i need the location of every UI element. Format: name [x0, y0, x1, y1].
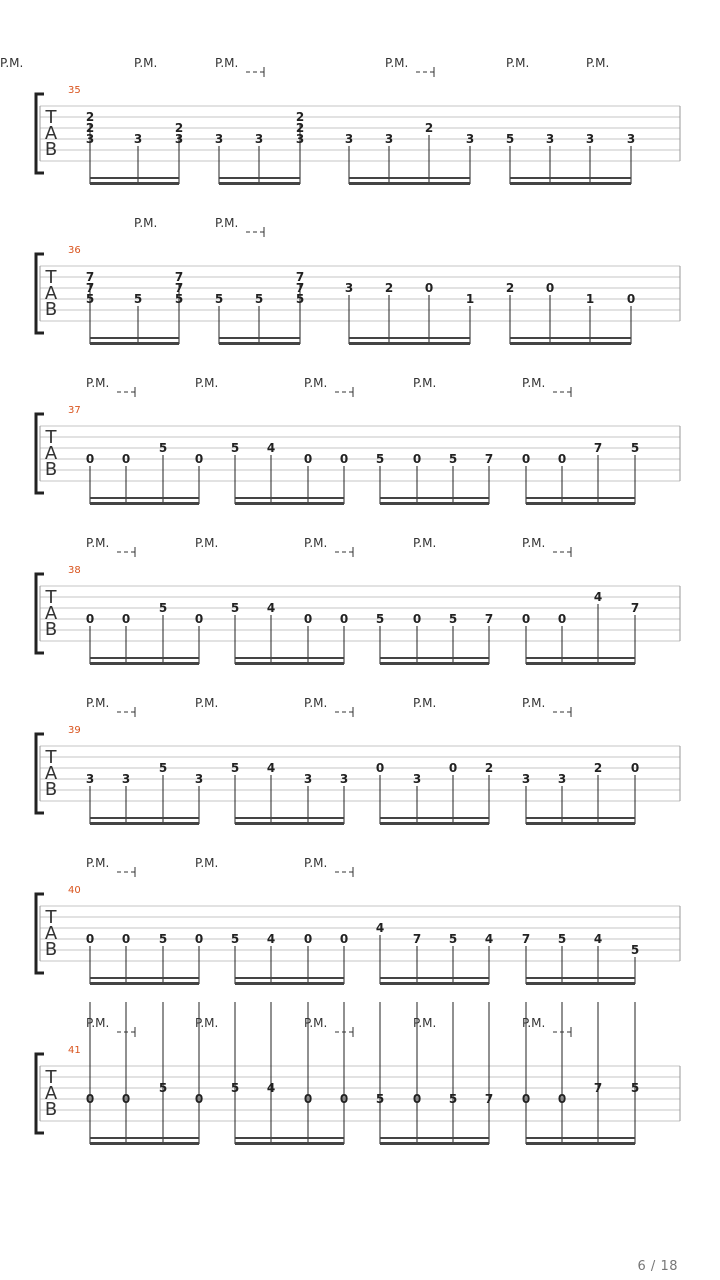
measure-number: 37	[68, 405, 81, 416]
measure-number: 40	[68, 885, 81, 896]
fret-number: 2	[85, 121, 95, 135]
fret-number: 4	[266, 1081, 276, 1095]
beam	[235, 662, 344, 665]
palm-mute-label: P.M.	[304, 696, 328, 710]
fret-number: 5	[375, 452, 385, 466]
beam	[235, 977, 344, 979]
fret-number: 4	[593, 932, 603, 946]
fret-number: 5	[630, 441, 640, 455]
tab-clef-letter: A	[44, 923, 58, 944]
tab-clef-letter: A	[44, 123, 58, 144]
beam	[380, 1137, 489, 1139]
beam	[90, 657, 199, 659]
beam	[526, 657, 635, 659]
fret-number: 3	[557, 772, 567, 786]
palm-mute-label: P.M.	[506, 56, 530, 70]
beam	[380, 657, 489, 659]
fret-number: 5	[230, 761, 240, 775]
tab-clef-letter: A	[44, 603, 58, 624]
fret-number: 0	[412, 1092, 422, 1106]
fret-number: 0	[630, 761, 640, 775]
fret-number: 3	[85, 132, 95, 146]
beam	[235, 1137, 344, 1139]
beam	[90, 337, 179, 339]
fret-number: 7	[174, 270, 184, 284]
fret-number: 0	[303, 452, 313, 466]
beam	[510, 337, 631, 339]
beam	[380, 497, 489, 499]
fret-number: 0	[626, 292, 636, 306]
beam	[349, 182, 470, 185]
fret-number: 5	[174, 292, 184, 306]
fret-number: 5	[230, 1081, 240, 1095]
tab-clef-letter: B	[44, 619, 58, 640]
fret-number: 5	[158, 761, 168, 775]
tab-clef-letter: B	[44, 939, 58, 960]
palm-mute-label: P.M.	[413, 536, 437, 550]
beam	[349, 342, 470, 345]
fret-number: 5	[295, 292, 305, 306]
fret-number: 0	[375, 761, 385, 775]
fret-number: 7	[85, 270, 95, 284]
palm-mute-label: P.M.	[304, 376, 328, 390]
fret-number: 7	[412, 932, 422, 946]
fret-number: 0	[545, 281, 555, 295]
palm-mute-label: P.M.	[586, 56, 610, 70]
fret-number: 1	[585, 292, 595, 306]
fret-number: 3	[174, 132, 184, 146]
palm-mute-label: P.M.	[413, 1016, 437, 1030]
beam	[526, 817, 635, 819]
fret-number: 0	[194, 932, 204, 946]
beam	[90, 497, 199, 499]
tab-clef-letter: T	[45, 747, 57, 768]
fret-number: 5	[158, 1081, 168, 1095]
beam	[90, 822, 199, 825]
beam	[380, 502, 489, 505]
beam	[235, 657, 344, 659]
beam	[526, 1137, 635, 1139]
beam	[219, 177, 300, 179]
tab-clef-letter: A	[44, 763, 58, 784]
fret-number: 0	[121, 932, 131, 946]
beam	[219, 182, 300, 185]
measure-number: 41	[68, 1045, 81, 1056]
palm-mute-label: P.M.	[522, 1016, 546, 1030]
fret-number: 5	[557, 932, 567, 946]
beam	[90, 662, 199, 665]
fret-number: 3	[521, 772, 531, 786]
fret-number: 7	[295, 270, 305, 284]
beam	[380, 817, 489, 819]
fret-number: 3	[344, 132, 354, 146]
fret-number: 3	[626, 132, 636, 146]
tab-clef-letter: B	[44, 779, 58, 800]
fret-number: 5	[254, 292, 264, 306]
fret-number: 0	[121, 452, 131, 466]
fret-number: 0	[557, 612, 567, 626]
palm-mute-label: P.M.	[304, 1016, 328, 1030]
palm-mute-label: P.M.	[86, 1016, 110, 1030]
fret-number: 3	[303, 772, 313, 786]
palm-mute-label: P.M.	[195, 1016, 219, 1030]
fret-number: 5	[375, 1092, 385, 1106]
fret-number: 5	[133, 292, 143, 306]
measure-number: 38	[68, 565, 81, 576]
tab-clef-letter: A	[44, 283, 58, 304]
fret-number: 3	[339, 772, 349, 786]
fret-number: 0	[85, 932, 95, 946]
fret-number: 7	[85, 281, 95, 295]
fret-number: 5	[505, 132, 515, 146]
fret-number: 5	[448, 452, 458, 466]
fret-number: 0	[521, 1092, 531, 1106]
beam	[510, 342, 631, 345]
palm-mute-label: P.M.	[215, 216, 239, 230]
beam	[510, 182, 631, 185]
palm-mute-label: P.M.	[134, 56, 158, 70]
fret-number: 3	[121, 772, 131, 786]
beam	[90, 1142, 199, 1145]
fret-number: 4	[266, 932, 276, 946]
fret-number: 5	[85, 292, 95, 306]
beam	[510, 177, 631, 179]
fret-number: 0	[339, 1092, 349, 1106]
fret-number: 5	[158, 441, 168, 455]
palm-mute-label: P.M.	[304, 536, 328, 550]
fret-number: 4	[266, 441, 276, 455]
beam	[380, 822, 489, 825]
fret-number: 3	[465, 132, 475, 146]
fret-number: 2	[295, 110, 305, 124]
fret-number: 0	[303, 612, 313, 626]
beam	[380, 982, 489, 985]
measure-number: 35	[68, 85, 81, 96]
tab-clef-letter: T	[45, 427, 57, 448]
beam	[349, 177, 470, 179]
palm-mute-label: P.M.	[522, 536, 546, 550]
fret-number: 2	[593, 761, 603, 775]
fret-number: 7	[174, 281, 184, 295]
fret-number: 0	[303, 932, 313, 946]
beam	[90, 177, 179, 179]
fret-number: 2	[85, 110, 95, 124]
fret-number: 7	[484, 1092, 494, 1106]
palm-mute-label: P.M.	[413, 376, 437, 390]
palm-mute-label: P.M.	[195, 536, 219, 550]
palm-mute-label: P.M.	[385, 56, 409, 70]
fret-number: 3	[194, 772, 204, 786]
fret-number: 0	[521, 612, 531, 626]
fret-number: 3	[384, 132, 394, 146]
fret-number: 7	[593, 441, 603, 455]
fret-number: 0	[339, 452, 349, 466]
tab-clef-letter: T	[45, 267, 57, 288]
beam	[526, 982, 635, 985]
fret-number: 3	[412, 772, 422, 786]
fret-number: 5	[630, 1081, 640, 1095]
palm-mute-label: P.M.	[522, 376, 546, 390]
fret-number: 0	[448, 761, 458, 775]
fret-number: 1	[465, 292, 475, 306]
beam	[526, 977, 635, 979]
fret-number: 5	[230, 441, 240, 455]
fret-number: 2	[424, 121, 434, 135]
fret-number: 5	[230, 932, 240, 946]
fret-number: 0	[521, 452, 531, 466]
fret-number: 7	[630, 601, 640, 615]
fret-number: 0	[194, 452, 204, 466]
fret-number: 0	[412, 452, 422, 466]
fret-number: 3	[545, 132, 555, 146]
fret-number: 2	[295, 121, 305, 135]
beam	[235, 817, 344, 819]
palm-mute-label: P.M.	[86, 696, 110, 710]
fret-number: 7	[484, 612, 494, 626]
palm-mute-label: P.M.	[413, 696, 437, 710]
beam	[90, 502, 199, 505]
fret-number: 5	[158, 601, 168, 615]
fret-number: 3	[295, 132, 305, 146]
fret-number: 3	[254, 132, 264, 146]
fret-number: 5	[158, 932, 168, 946]
fret-number: 3	[85, 772, 95, 786]
fret-number: 3	[133, 132, 143, 146]
palm-mute-label: P.M.	[195, 856, 219, 870]
fret-number: 0	[424, 281, 434, 295]
fret-number: 2	[484, 761, 494, 775]
fret-number: 7	[521, 932, 531, 946]
fret-number: 0	[339, 932, 349, 946]
fret-number: 0	[85, 612, 95, 626]
fret-number: 5	[230, 601, 240, 615]
beam	[380, 662, 489, 665]
fret-number: 5	[375, 612, 385, 626]
fret-number: 5	[214, 292, 224, 306]
fret-number: 2	[384, 281, 394, 295]
palm-mute-label: P.M.	[86, 376, 110, 390]
palm-mute-label: P.M.	[0, 56, 24, 70]
fret-number: 4	[484, 932, 494, 946]
beam	[526, 502, 635, 505]
fret-number: 0	[303, 1092, 313, 1106]
fret-number: 0	[339, 612, 349, 626]
beam	[90, 977, 199, 979]
beam	[526, 662, 635, 665]
beam	[235, 822, 344, 825]
beam	[235, 502, 344, 505]
beam	[526, 497, 635, 499]
palm-mute-label: P.M.	[86, 856, 110, 870]
palm-mute-label: P.M.	[134, 216, 158, 230]
fret-number: 7	[295, 281, 305, 295]
tab-clef-letter: A	[44, 443, 58, 464]
beam	[90, 1137, 199, 1139]
fret-number: 4	[266, 761, 276, 775]
beam	[380, 1142, 489, 1145]
fret-number: 5	[448, 932, 458, 946]
fret-number: 3	[344, 281, 354, 295]
beam	[235, 497, 344, 499]
tab-clef-letter: T	[45, 1067, 57, 1088]
fret-number: 4	[593, 590, 603, 604]
beam	[235, 982, 344, 985]
fret-number: 0	[557, 452, 567, 466]
beam	[526, 1142, 635, 1145]
palm-mute-label: P.M.	[195, 696, 219, 710]
beam	[235, 1142, 344, 1145]
tab-clef-letter: B	[44, 1099, 58, 1120]
fret-number: 0	[121, 1092, 131, 1106]
fret-number: 0	[85, 1092, 95, 1106]
fret-number: 5	[448, 1092, 458, 1106]
fret-number: 2	[174, 121, 184, 135]
fret-number: 3	[585, 132, 595, 146]
beam	[90, 342, 179, 345]
fret-number: 0	[557, 1092, 567, 1106]
palm-mute-label: P.M.	[215, 56, 239, 70]
palm-mute-label: P.M.	[86, 536, 110, 550]
fret-number: 5	[630, 943, 640, 957]
tab-clef-letter: A	[44, 1083, 58, 1104]
fret-number: 0	[194, 1092, 204, 1106]
fret-number: 0	[85, 452, 95, 466]
fret-number: 7	[593, 1081, 603, 1095]
page-number: 6 / 18	[637, 1259, 678, 1274]
palm-mute-label: P.M.	[195, 376, 219, 390]
tab-clef-letter: B	[44, 139, 58, 160]
tab-clef-letter: T	[45, 907, 57, 928]
fret-number: 0	[412, 612, 422, 626]
beam	[90, 182, 179, 185]
fret-number: 7	[484, 452, 494, 466]
fret-number: 5	[448, 612, 458, 626]
beam	[349, 337, 470, 339]
tab-clef-letter: T	[45, 587, 57, 608]
tab-clef-letter: T	[45, 107, 57, 128]
beam	[90, 817, 199, 819]
measure-number: 39	[68, 725, 81, 736]
beam	[90, 982, 199, 985]
fret-number: 3	[214, 132, 224, 146]
beam	[219, 342, 300, 345]
fret-number: 4	[266, 601, 276, 615]
measure-number: 36	[68, 245, 81, 256]
palm-mute-label: P.M.	[304, 856, 328, 870]
tab-clef-letter: B	[44, 459, 58, 480]
fret-number: 4	[375, 921, 385, 935]
beam	[526, 822, 635, 825]
fret-number: 2	[505, 281, 515, 295]
fret-number: 0	[121, 612, 131, 626]
beam	[380, 977, 489, 979]
palm-mute-label: P.M.	[522, 696, 546, 710]
fret-number: 0	[194, 612, 204, 626]
tab-clef-letter: B	[44, 299, 58, 320]
beam	[219, 337, 300, 339]
